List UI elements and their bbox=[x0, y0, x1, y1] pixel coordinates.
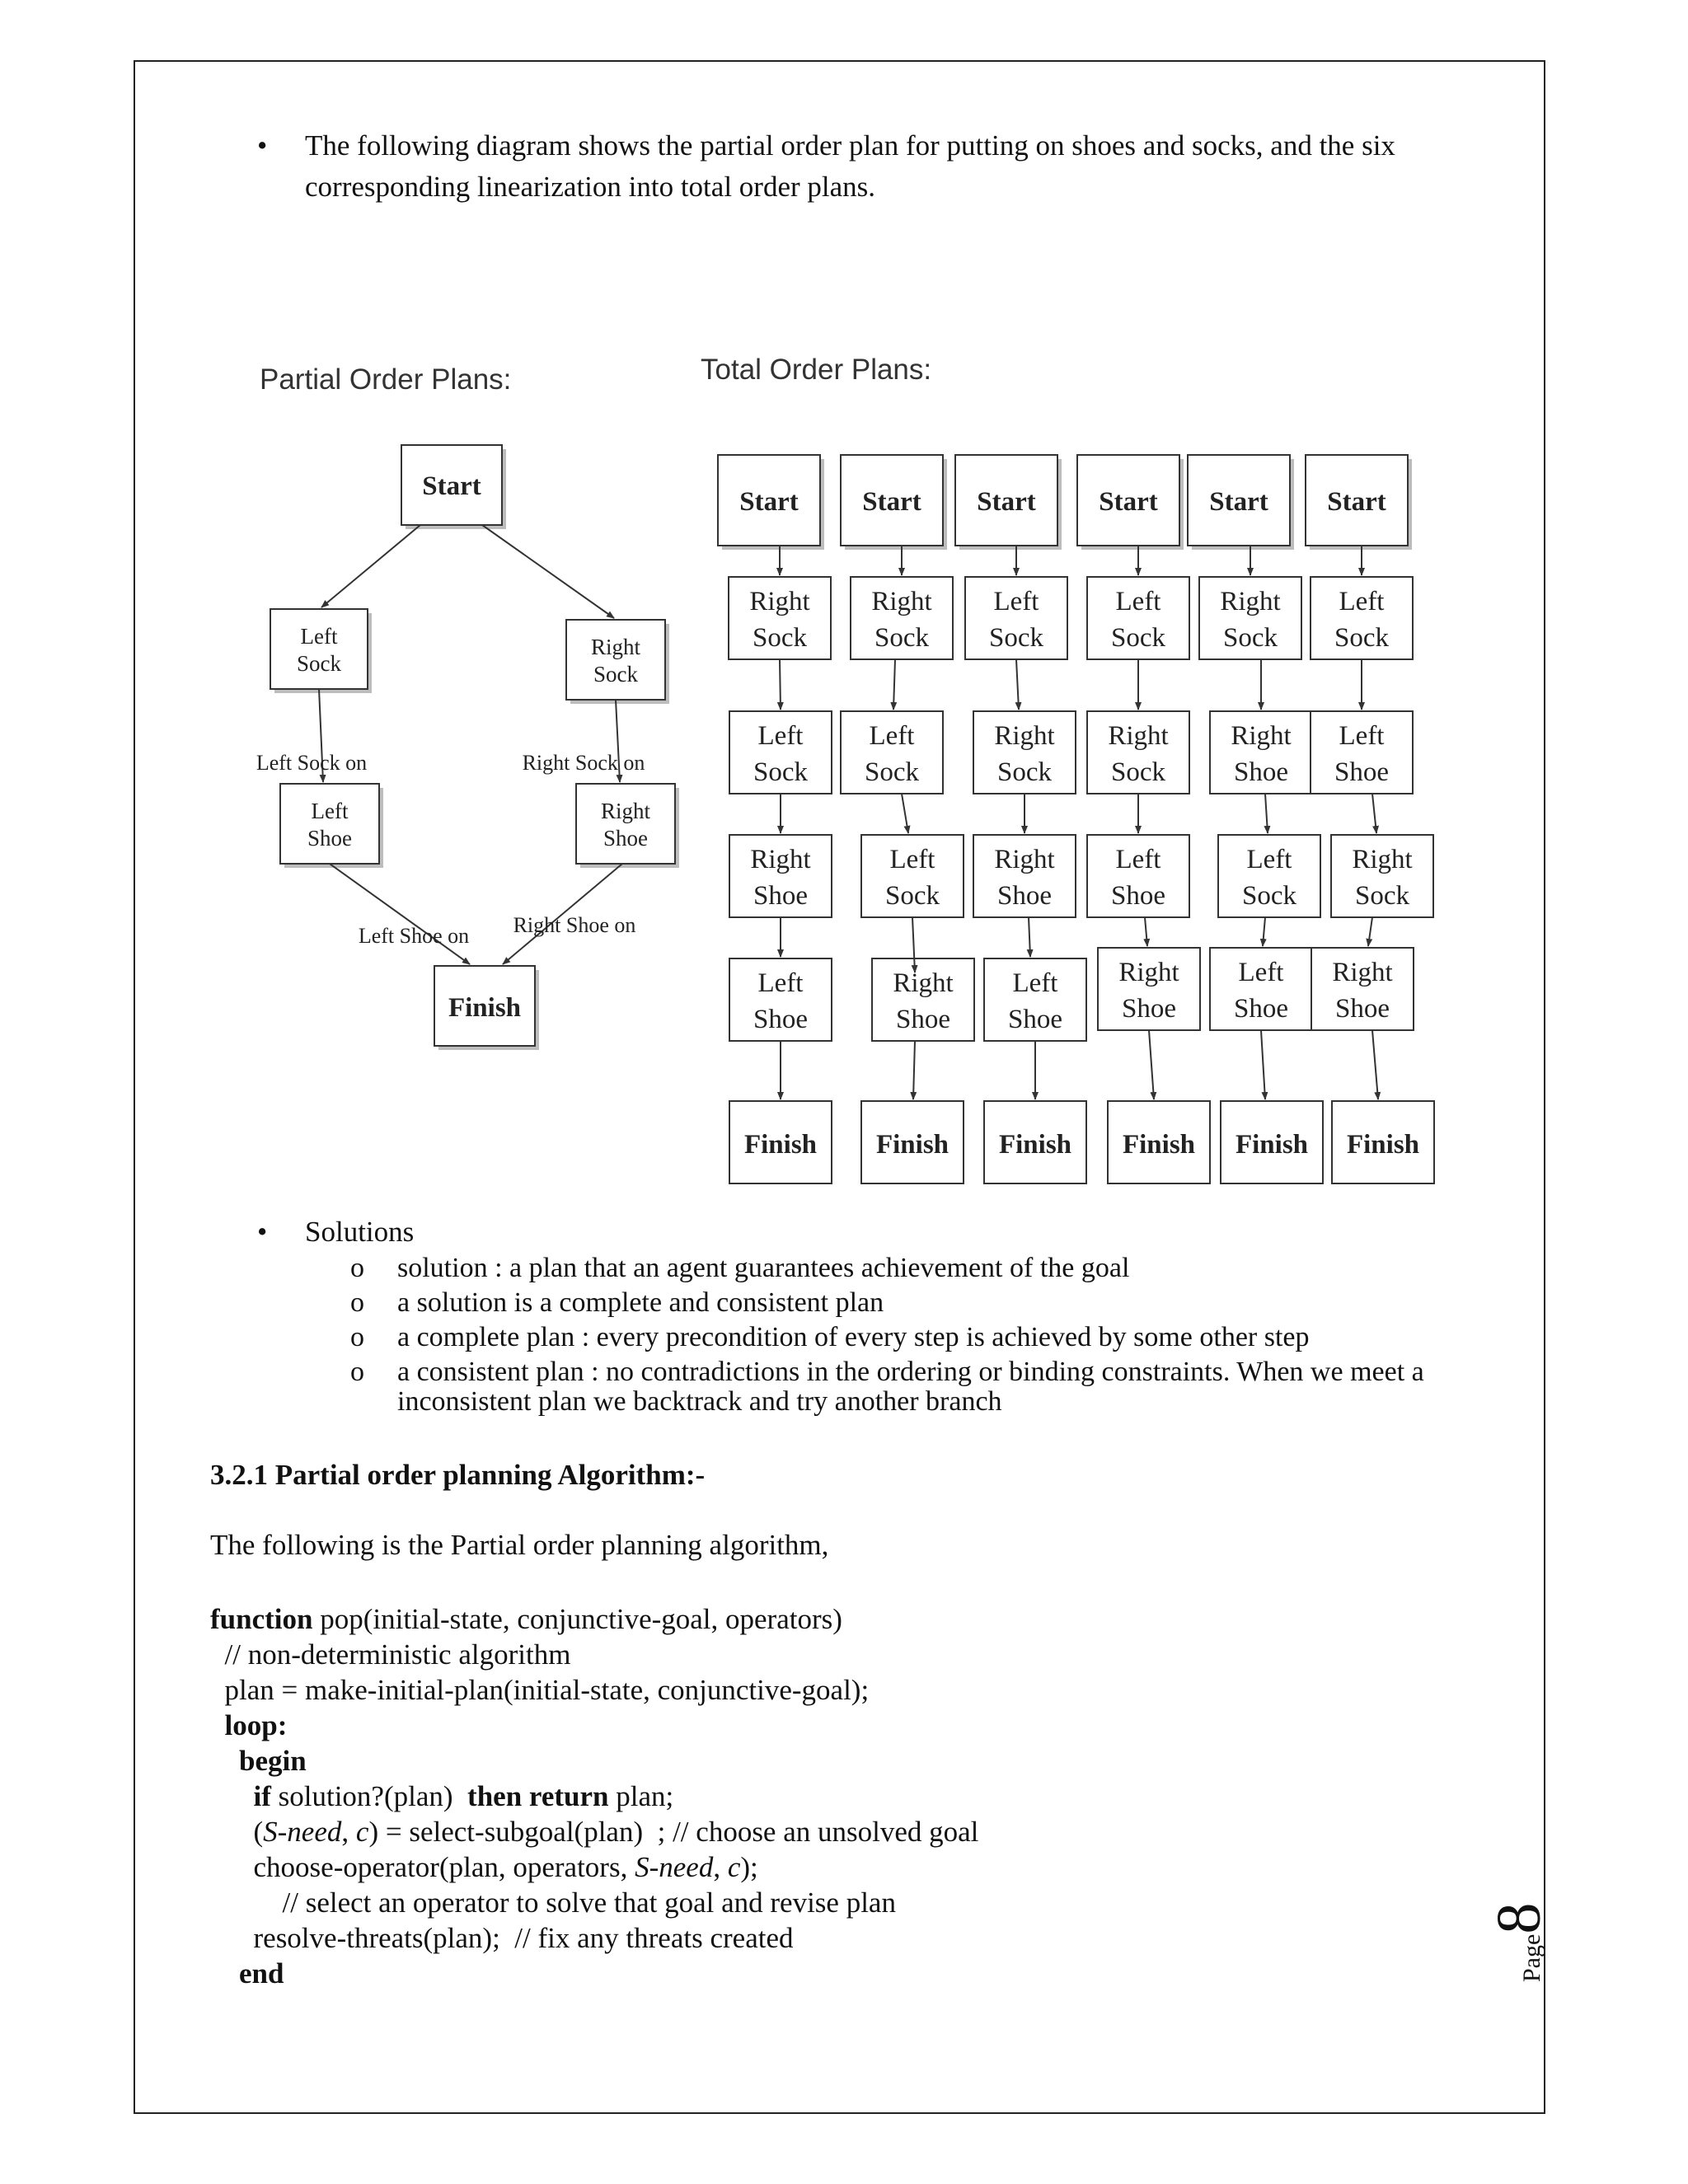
total-order-col-5 bbox=[1188, 455, 1323, 1183]
col3-step2-b: Sock bbox=[997, 757, 1052, 787]
total-order-col-1 bbox=[718, 455, 832, 1183]
code-keyword: if bbox=[253, 1780, 271, 1812]
partial-right-shoe-line2: Shoe bbox=[603, 826, 648, 851]
code-line bbox=[210, 1779, 978, 1814]
total-order-title: Total Order Plans: bbox=[701, 354, 932, 386]
code-text: , bbox=[341, 1816, 356, 1848]
col4-step4-a: Right bbox=[1118, 958, 1179, 987]
code-line bbox=[210, 1956, 978, 1991]
code-indent bbox=[210, 1780, 254, 1812]
partial-left-sock-box bbox=[270, 609, 368, 689]
code-text: choose-operator(plan, operators, bbox=[210, 1851, 635, 1883]
code-text: , bbox=[713, 1851, 728, 1883]
partial-left-shoe-line1: Left bbox=[311, 799, 349, 823]
col2-step3-b: Sock bbox=[885, 881, 940, 911]
partial-start-label: Start bbox=[422, 471, 481, 501]
col3-start: Start bbox=[977, 487, 1036, 517]
page-label: Page bbox=[1518, 1933, 1545, 1982]
col3-step1-b: Sock bbox=[989, 623, 1043, 653]
col6-step4-b: Shoe bbox=[1335, 994, 1390, 1024]
list-item bbox=[350, 1251, 1447, 1286]
list-item-text: a consistent plan : no contradictions in the ordering or binding constraints. When we meet a inconsistent plan we backtrack and try another branch bbox=[397, 1357, 1424, 1417]
col4-step1-b: Sock bbox=[1111, 623, 1165, 653]
col6-step1-a: Left bbox=[1339, 587, 1385, 616]
code-line bbox=[210, 1814, 978, 1849]
sub-bullet: o bbox=[350, 1287, 364, 1318]
code-keyword: loop: bbox=[210, 1709, 288, 1741]
col5-step3-b: Sock bbox=[1242, 881, 1296, 911]
col3-step3-a: Right bbox=[994, 845, 1055, 874]
col4-step2-b: Sock bbox=[1111, 757, 1165, 787]
code-line bbox=[210, 1849, 978, 1885]
code-text: ); bbox=[740, 1851, 758, 1883]
col4-step3-b: Shoe bbox=[1111, 881, 1165, 911]
partial-right-sock-box bbox=[566, 620, 665, 700]
code-line: // non-deterministic algorithm bbox=[210, 1638, 571, 1671]
partial-right-sock-line2: Sock bbox=[593, 662, 638, 687]
col1-start: Start bbox=[739, 487, 799, 517]
code-italic: c bbox=[727, 1851, 741, 1883]
solutions-bullet bbox=[257, 1212, 1452, 1253]
col2-start: Start bbox=[862, 487, 921, 517]
col3-step4-b: Shoe bbox=[1008, 1005, 1062, 1034]
col6-finish: Finish bbox=[1346, 1130, 1420, 1160]
col2-finish: Finish bbox=[875, 1130, 950, 1160]
col5-step4-a: Left bbox=[1238, 958, 1284, 987]
col1-step4-a: Left bbox=[757, 968, 804, 998]
col4-step3-a: Left bbox=[1115, 845, 1161, 874]
col5-step2-a: Right bbox=[1231, 721, 1292, 751]
total-order-col-2 bbox=[841, 455, 974, 1183]
code-italic: S-need bbox=[635, 1851, 714, 1883]
partial-right-shoe-line1: Right bbox=[600, 799, 651, 823]
code-line: resolve-threats(plan); // fix any threats created bbox=[210, 1922, 794, 1954]
col5-step2-b: Shoe bbox=[1234, 757, 1288, 787]
col5-step1-a: Right bbox=[1220, 587, 1281, 616]
col3-step1-a: Left bbox=[993, 587, 1039, 616]
edge-right-sock-on: Right Sock on bbox=[522, 751, 645, 775]
col2-step4-b: Shoe bbox=[896, 1005, 950, 1034]
edge-right-shoe-on: Right Shoe on bbox=[513, 913, 636, 937]
list-item-text: a complete plan : every precondition of every step is achieved by some other step bbox=[397, 1322, 1310, 1352]
col5-finish: Finish bbox=[1235, 1130, 1309, 1160]
list-item-text: a solution is a complete and consistent plan bbox=[397, 1287, 884, 1318]
col4-step4-b: Shoe bbox=[1122, 994, 1176, 1024]
code-keyword: end bbox=[210, 1957, 284, 1990]
col1-step3-a: Right bbox=[750, 845, 811, 874]
code-line bbox=[210, 1708, 978, 1743]
col5-step1-b: Sock bbox=[1223, 623, 1278, 653]
edge-left-shoe-on: Left Shoe on bbox=[358, 924, 470, 948]
col6-step4-a: Right bbox=[1332, 958, 1393, 987]
code-line bbox=[210, 1743, 978, 1779]
partial-order-title: Partial Order Plans: bbox=[260, 363, 512, 396]
col2-step4-a: Right bbox=[893, 968, 954, 998]
code-italic: c bbox=[355, 1816, 369, 1848]
page-number bbox=[1484, 1891, 1582, 1982]
bullet-symbol: • bbox=[257, 129, 268, 162]
col4-start: Start bbox=[1099, 487, 1158, 517]
col6-step1-b: Sock bbox=[1334, 623, 1389, 653]
col3-step3-b: Shoe bbox=[997, 881, 1052, 911]
col3-step4-a: Left bbox=[1012, 968, 1058, 998]
col1-step1-a: Right bbox=[749, 587, 810, 616]
col4-step1-a: Left bbox=[1115, 587, 1161, 616]
partial-right-sock-line1: Right bbox=[590, 635, 641, 659]
code-keyword: then return bbox=[467, 1780, 609, 1812]
code-text: solution?(plan) bbox=[270, 1780, 468, 1812]
col1-step4-b: Shoe bbox=[753, 1005, 808, 1034]
col6-start: Start bbox=[1327, 487, 1386, 517]
partial-left-sock-line2: Sock bbox=[297, 651, 341, 676]
code-text: pop(initial-state, conjunctive-goal, operators) bbox=[312, 1603, 842, 1635]
total-order-col-4 bbox=[1077, 455, 1210, 1183]
col1-step3-b: Shoe bbox=[753, 881, 808, 911]
intro-text: The following diagram shows the partial order plan for putting on shoes and socks, and the six corresponding linearization into total order plans. bbox=[305, 129, 1395, 203]
solutions-heading: Solutions bbox=[305, 1216, 415, 1248]
col1-step2-b: Sock bbox=[753, 757, 808, 787]
sub-bullet: o bbox=[350, 1357, 364, 1387]
algorithm-code bbox=[210, 1601, 978, 1991]
partial-left-sock-line1: Left bbox=[300, 624, 338, 649]
partial-right-shoe-box bbox=[576, 784, 675, 864]
col2-step1-a: Right bbox=[871, 587, 932, 616]
list-item bbox=[350, 1355, 1447, 1417]
total-order-col-6 bbox=[1306, 455, 1434, 1183]
col3-step2-a: Right bbox=[994, 721, 1055, 751]
col1-step1-b: Sock bbox=[753, 623, 807, 653]
col2-step2-b: Sock bbox=[865, 757, 919, 787]
code-line bbox=[210, 1601, 978, 1637]
col1-step2-a: Left bbox=[757, 721, 804, 751]
partial-finish-label: Finish bbox=[448, 993, 522, 1023]
col6-step3-b: Sock bbox=[1355, 881, 1409, 911]
col1-finish: Finish bbox=[743, 1130, 818, 1160]
edge-left-sock-on: Left Sock on bbox=[256, 751, 368, 775]
partial-left-shoe-line2: Shoe bbox=[307, 826, 352, 851]
col4-step2-a: Right bbox=[1108, 721, 1169, 751]
list-item bbox=[350, 1320, 1447, 1355]
intro-paragraph: The following is the Partial order planning algorithm, bbox=[210, 1529, 829, 1561]
code-line: plan = make-initial-plan(initial-state, conjunctive-goal); bbox=[210, 1674, 870, 1706]
page-number-value: 8 bbox=[1484, 1902, 1554, 1934]
section-heading: 3.2.1 Partial order planning Algorithm:- bbox=[210, 1459, 706, 1491]
list-item bbox=[350, 1286, 1447, 1320]
solutions-list bbox=[350, 1251, 1447, 1417]
list-item-text: solution : a plan that an agent guarantees achievement of the goal bbox=[397, 1253, 1130, 1283]
col6-step3-a: Right bbox=[1352, 845, 1413, 874]
col2-step3-a: Left bbox=[889, 845, 935, 874]
col6-step2-a: Left bbox=[1339, 721, 1385, 751]
code-keyword: function bbox=[210, 1603, 313, 1635]
partial-left-shoe-box bbox=[280, 784, 379, 864]
code-text: ( bbox=[210, 1816, 264, 1848]
code-italic: S-need bbox=[263, 1816, 342, 1848]
bullet-symbol: • bbox=[257, 1216, 268, 1248]
col2-step2-a: Left bbox=[869, 721, 915, 751]
col5-step3-a: Left bbox=[1246, 845, 1292, 874]
col3-finish: Finish bbox=[998, 1130, 1072, 1160]
col5-start: Start bbox=[1209, 487, 1268, 517]
col6-step2-b: Shoe bbox=[1334, 757, 1389, 787]
code-text: ) = select-subgoal(plan) ; // choose an unsolved goal bbox=[368, 1816, 979, 1848]
col2-step1-b: Sock bbox=[874, 623, 929, 653]
code-text: plan; bbox=[608, 1780, 674, 1812]
total-order-col-3 bbox=[955, 455, 1086, 1183]
sub-bullet: o bbox=[350, 1322, 364, 1352]
sub-bullet: o bbox=[350, 1253, 364, 1283]
col5-step4-b: Shoe bbox=[1234, 994, 1288, 1024]
col4-finish: Finish bbox=[1122, 1130, 1196, 1160]
code-keyword: begin bbox=[210, 1745, 307, 1777]
code-line: // select an operator to solve that goal and revise plan bbox=[210, 1886, 896, 1919]
partial-order-plan bbox=[256, 445, 679, 1050]
